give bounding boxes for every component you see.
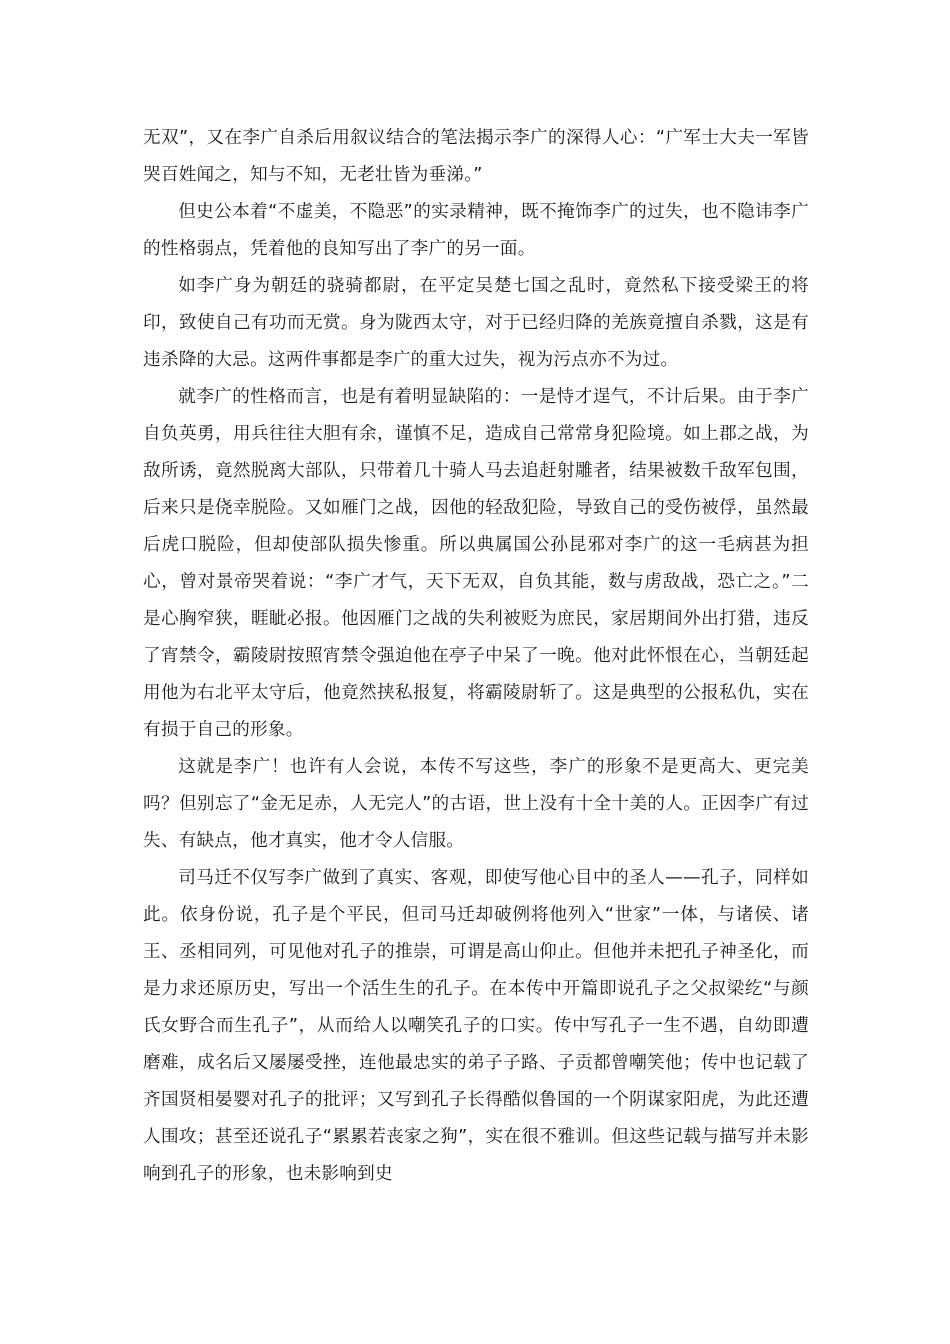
paragraph-li-guang-character: 就李广的性格而言，也是有着明显缺陷的：一是恃才逞气，不计后果。由于李广自负英勇，用兵往往大胆有余，谨慎不足，造成自己常常身犯险境。如上郡之战，为敌所诱，竟然脱离大部队，只带着几十骑人马去追赶射雕者，结果被数千敌军包围，后来只是侥幸脱险。又如雁门之战，因他的轻敌犯险，导致自己的受伤被俘，虽然最后虎口脱险，但却使部队损失惨重。所以典属国公孙昆邪对李广的这一毛病甚为担心，曾对景帝哭着说：“李广才气，天下无双，自负其能，数与虏敌战，恐亡之。”二是心胸窄狭，睚眦必报。他因雁门之战的失利被贬为庶民，家居期间外出打猎，违反了宵禁令，霸陵尉按照宵禁令强迫他在亭子中呆了一晚。他对此怀恨在心，当朝廷起用他为右北平太守后，他竟然挟私报复，将霸陵尉斩了。这是典型的公报私仇，实在有损于自己的形象。 (143, 387, 809, 740)
paragraph-confucius: 司马迁不仅写李广做到了真实、客观，即使写他心目中的圣人——孔子，同样如此。依身份说，孔子是个平民，但司马迁却破例将他列入“世家”一体，与诸侯、诸王、丞相同列，可见他对孔子的推崇，可谓是高山仰止。但他并未把孔子神圣化，而是力求还原历史，写出一个活生生的孔子。在本传中开篇即说孔子之父叔梁纥“与颜氏女野合而生孔子”，从而给人以嘲笑孔子的口实。传中写孔子一生不遇，自幼即遭磨难，成名后又屡屡受挫，连他最忠实的弟子子路、子贡都曾嘲笑他；传中也记载了齐国贤相晏婴对孔子的批评；又写到孔子长得酷似鲁国的一个阴谋家阳虎，为此还遭人围攻；甚至还说孔子“累累若丧家之狗”，实在很不雅训。但这些记载与描写并未影响到孔子的形象，也未影响到史 (143, 868, 809, 1184)
document-body (143, 120, 809, 1193)
paragraph-continuation: 无双”，又在李广自杀后用叙议结合的笔法揭示李广的深得人心：“广军士大夫一军皆哭百姓闻之，知与不知，无老壮皆为垂涕。” (143, 128, 809, 185)
paragraph-shigong-principle: 但史公本着“不虚美，不隐恶”的实录精神，既不掩饰李广的过失，也不隐讳李广的性格弱点，凭着他的良知写出了李广的另一面。 (143, 202, 809, 259)
paragraph-this-is-li-guang: 这就是李广！也许有人会说，本传不写这些，李广的形象不是更高大、更完美吗？但别忘了“金无足赤，人无完人”的古语，世上没有十全十美的人。正因李广有过失、有缺点，他才真实，他才令人信服。 (143, 757, 809, 851)
paragraph-li-guang-faults: 如李广身为朝廷的骁骑都尉，在平定吴楚七国之乱时，竟然私下接受梁王的将印，致使自己有功而无赏。身为陇西太守，对于已经归降的羌族竟擅自杀戮，这是有违杀降的大忌。这两件事都是李广的重大过失，视为污点亦不为过。 (143, 276, 809, 370)
